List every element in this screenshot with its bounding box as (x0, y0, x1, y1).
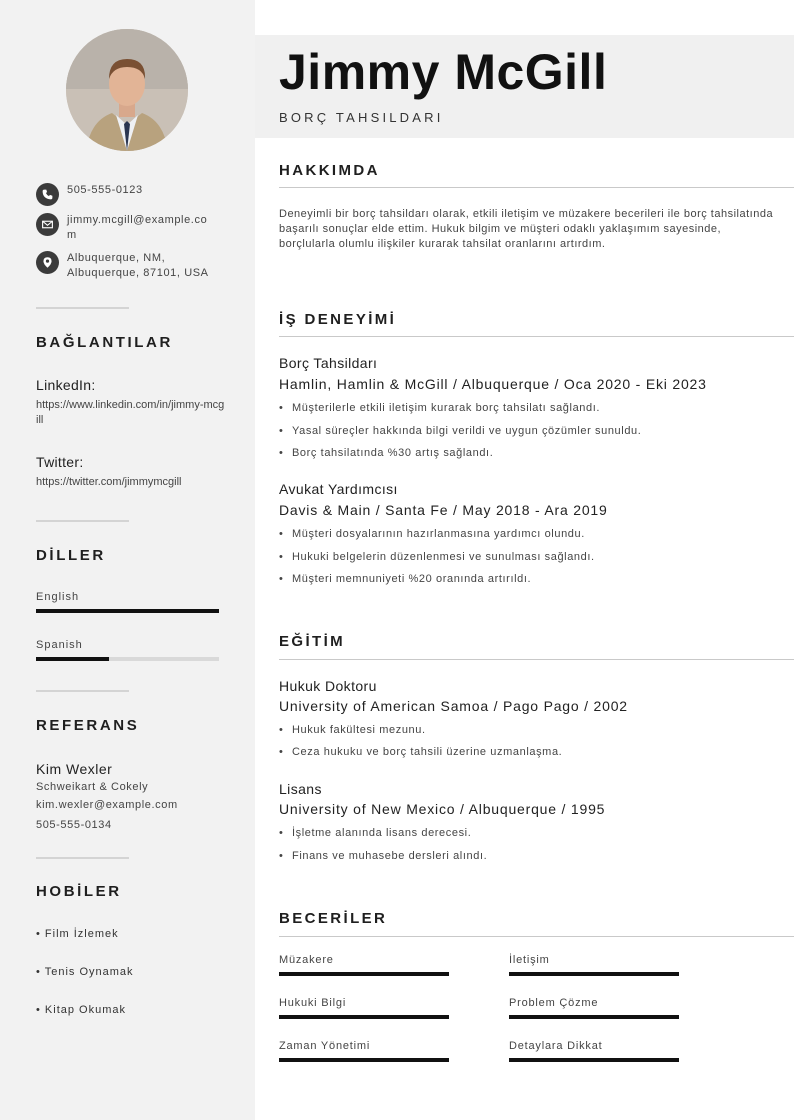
twitter-label: Twitter: (36, 454, 84, 470)
skill-label: Zaman Yönetimi (279, 1040, 371, 1052)
job-employer: Hamlin, Hamlin & McGill / Albuquerque / Oca 2020 - Eki 2023 (279, 376, 707, 392)
job-title: Avukat Yardımcısı (279, 481, 398, 497)
section-rule (279, 336, 794, 337)
hobby-item: • Film İzlemek (36, 928, 119, 940)
about-heading: HAKKIMDA (279, 162, 380, 179)
language-spanish-fill (36, 657, 109, 661)
about-text: Deneyimli bir borç tahsildarı olarak, etkili iletişim ve müzakere becerileri ile borç tahsilatında başarılı sonuçlar elde ettim. Hukuk bilgim ve müşteri odaklı yaklaşımım sayesinde, borçlularla olumlu ilişkiler kurarak tahsilat oranlarını artırdım. (279, 208, 774, 250)
job-employer: Davis & Main / Santa Fe / May 2018 - Ara 2019 (279, 502, 608, 518)
divider (36, 520, 129, 522)
skill-bar-fill (279, 972, 449, 976)
reference-company: Schweikart & Cokely (36, 781, 149, 793)
twitter-url[interactable]: https://twitter.com/jimmymcgill (36, 476, 182, 488)
divider (36, 690, 129, 692)
reference-phone[interactable]: 505-555-0134 (36, 819, 112, 831)
job-bullet: • Müşteri dosyalarının hazırlanmasına yardımcı olundu. (279, 528, 585, 540)
references-heading: REFERANS (36, 717, 140, 734)
skill-bar-fill (279, 1015, 449, 1019)
main-content (255, 0, 794, 1120)
degree-bullet: • Ceza hukuku ve borç tahsili üzerine uzmanlaşma. (279, 746, 562, 758)
language-english-bar (36, 609, 219, 613)
skill-bar (279, 1058, 449, 1062)
section-rule (279, 659, 794, 660)
education-heading: EĞİTİM (279, 633, 346, 650)
job-bullet: • Yasal süreçler hakkında bilgi verildi ve uygun çözümler sunuldu. (279, 425, 641, 437)
skill-label: Problem Çözme (509, 997, 599, 1009)
sidebar (0, 0, 255, 1120)
location-pin-icon (36, 251, 59, 274)
address-text: Albuquerque, NM, Albuquerque, 87101, USA (67, 252, 209, 279)
degree-school: University of American Samoa / Pago Pago / 2002 (279, 698, 628, 714)
job-bullet: • Müşteri memnuniyeti %20 oranında artırıldı. (279, 573, 531, 585)
skill-label: İletişim (509, 954, 550, 966)
skill-bar-fill (279, 1058, 449, 1062)
hobbies-heading: HOBİLER (36, 883, 122, 900)
job-bullet: • Hukuki belgelerin düzenlenmesi ve sunulması sağlandı. (279, 551, 595, 563)
email-icon (36, 213, 59, 236)
degree-bullet: • İşletme alanında lisans derecesi. (279, 827, 471, 839)
skill-bar-fill (509, 972, 679, 976)
contact-address (36, 251, 217, 281)
skills-heading: BECERİLER (279, 910, 388, 927)
job-bullet: • Borç tahsilatında %30 artış sağlandı. (279, 447, 493, 459)
reference-name: Kim Wexler (36, 761, 113, 777)
skill-bar (279, 1015, 449, 1019)
skill-bar (279, 972, 449, 976)
skill-label: Müzakere (279, 954, 334, 966)
job-title: Borç Tahsildarı (279, 355, 378, 371)
profile-photo (66, 29, 188, 151)
linkedin-label: LinkedIn: (36, 377, 96, 393)
candidate-role: BORÇ TAHSILDARI (279, 110, 444, 125)
degree-title: Hukuk Doktoru (279, 678, 377, 694)
degree-bullet: • Hukuk fakültesi mezunu. (279, 724, 426, 736)
hobby-label: Tenis Oynamak (44, 966, 134, 978)
contact-email (36, 213, 217, 243)
experience-heading: İŞ DENEYİMİ (279, 311, 397, 328)
skill-bar-fill (509, 1015, 679, 1019)
section-rule (279, 936, 794, 937)
skill-bar (509, 1015, 679, 1019)
hobby-item: • Tenis Oynamak (36, 966, 134, 978)
skill-bar (509, 1058, 679, 1062)
contact-phone (36, 183, 217, 206)
language-english-fill (36, 609, 219, 613)
skill-bar (509, 972, 679, 976)
divider (36, 857, 129, 859)
hobby-label: Kitap Okumak (44, 1004, 127, 1016)
hobby-label: Film İzlemek (44, 928, 119, 940)
divider (36, 307, 129, 309)
email-address[interactable]: jimmy.mcgill@example.com (67, 214, 208, 241)
skill-bar-fill (509, 1058, 679, 1062)
degree-bullet: • Finans ve muhasebe dersleri alındı. (279, 850, 487, 862)
degree-title: Lisans (279, 781, 322, 797)
candidate-name: Jimmy McGill (279, 44, 608, 100)
language-spanish-bar (36, 657, 219, 661)
phone-number[interactable]: 505-555-0123 (67, 184, 143, 196)
language-english-label: English (36, 591, 80, 603)
hobby-item: • Kitap Okumak (36, 1004, 127, 1016)
skill-label: Detaylara Dikkat (509, 1040, 603, 1052)
links-heading: BAĞLANTILAR (36, 334, 173, 351)
languages-heading: DİLLER (36, 547, 106, 564)
degree-school: University of New Mexico / Albuquerque / 1995 (279, 801, 606, 817)
phone-icon (36, 183, 59, 206)
reference-email[interactable]: kim.wexler@example.com (36, 799, 178, 811)
skill-label: Hukuki Bilgi (279, 997, 347, 1009)
linkedin-url[interactable]: https://www.linkedin.com/in/jimmy-mcgill (36, 399, 225, 426)
language-spanish-label: Spanish (36, 639, 83, 651)
section-rule (279, 187, 794, 188)
job-bullet: • Müşterilerle etkili iletişim kurarak borç tahsilatı sağlandı. (279, 402, 600, 414)
